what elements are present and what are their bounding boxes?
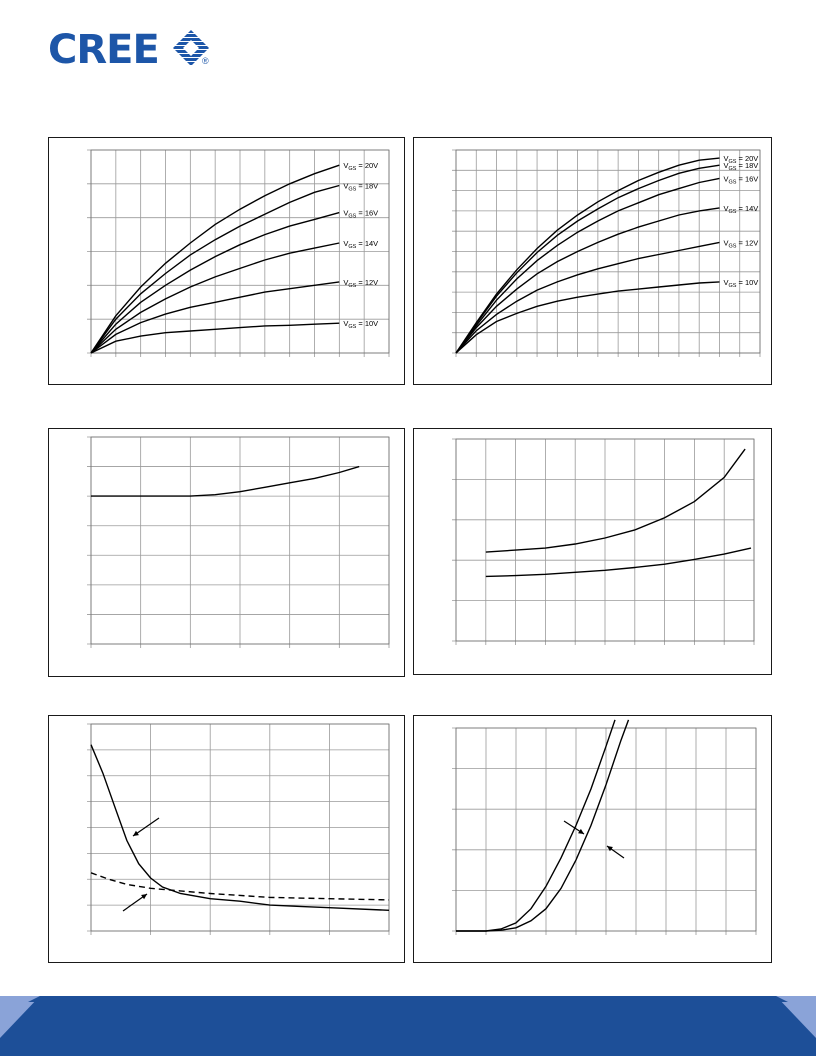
cree-logo [48, 26, 218, 70]
series-line-2 [91, 873, 389, 900]
logo-wordmark: CREE [48, 27, 159, 70]
series-label-4: $V_{GS} = 14V$ [343, 239, 379, 251]
output-characteristics-chart-2 [414, 138, 771, 384]
series-label-2: $V_{GS} = 18V$ [343, 181, 379, 193]
gridlines [452, 439, 754, 645]
series-line-1 [486, 449, 745, 552]
series-line-1 [456, 158, 720, 353]
gridlines [452, 728, 756, 935]
chart-panel-4 [413, 428, 772, 675]
arrow-head-icon [578, 829, 584, 834]
series-line-2 [456, 720, 629, 931]
chart-panel-6 [413, 715, 772, 963]
series-line-4 [456, 208, 720, 353]
series-label-4: $V_{GS} = 14V$ [723, 203, 759, 215]
registered-mark: ® [202, 56, 209, 66]
series-label-3: $V_{GS} = 16V$ [343, 208, 379, 220]
chart-panel-5 [48, 715, 405, 963]
series-label-1: $V_{GS} = 20V$ [723, 154, 759, 166]
gridlines [87, 724, 389, 935]
series-label-1: $V_{GS} = 20V$ [343, 161, 379, 173]
footer-band [0, 996, 816, 1056]
series-label-5: $V_{GS} = 12V$ [343, 277, 379, 289]
gridlines [452, 150, 760, 357]
series-line-3 [456, 178, 720, 353]
gridlines [87, 437, 389, 648]
series-line-2 [486, 548, 751, 576]
series-label-5: $V_{GS} = 12V$ [723, 238, 759, 250]
chart-panel-1 [48, 137, 405, 385]
chart-panel-2 [413, 137, 772, 385]
chart-panel-3 [48, 428, 405, 677]
series-label-6: $V_{GS} = 10V$ [723, 277, 759, 289]
series-label-2: $V_{GS} = 18V$ [723, 161, 759, 173]
series-line-1 [91, 467, 359, 497]
series-label-6: $V_{GS} = 10V$ [343, 319, 379, 331]
series-label-3: $V_{GS} = 16V$ [723, 174, 759, 186]
arrow-head-icon [607, 846, 613, 851]
series-line-2 [456, 165, 720, 353]
output-characteristics-chart-1 [49, 138, 404, 384]
transfer-chart-6 [414, 716, 771, 962]
series-line-6 [456, 282, 720, 353]
footer-bar [0, 996, 816, 1056]
arrow-head-icon [133, 831, 139, 836]
threshold-chart-4 [414, 429, 771, 674]
normalized-chart-3 [49, 429, 404, 676]
capacitance-chart-5 [49, 716, 404, 962]
arrow-head-icon [141, 894, 147, 899]
